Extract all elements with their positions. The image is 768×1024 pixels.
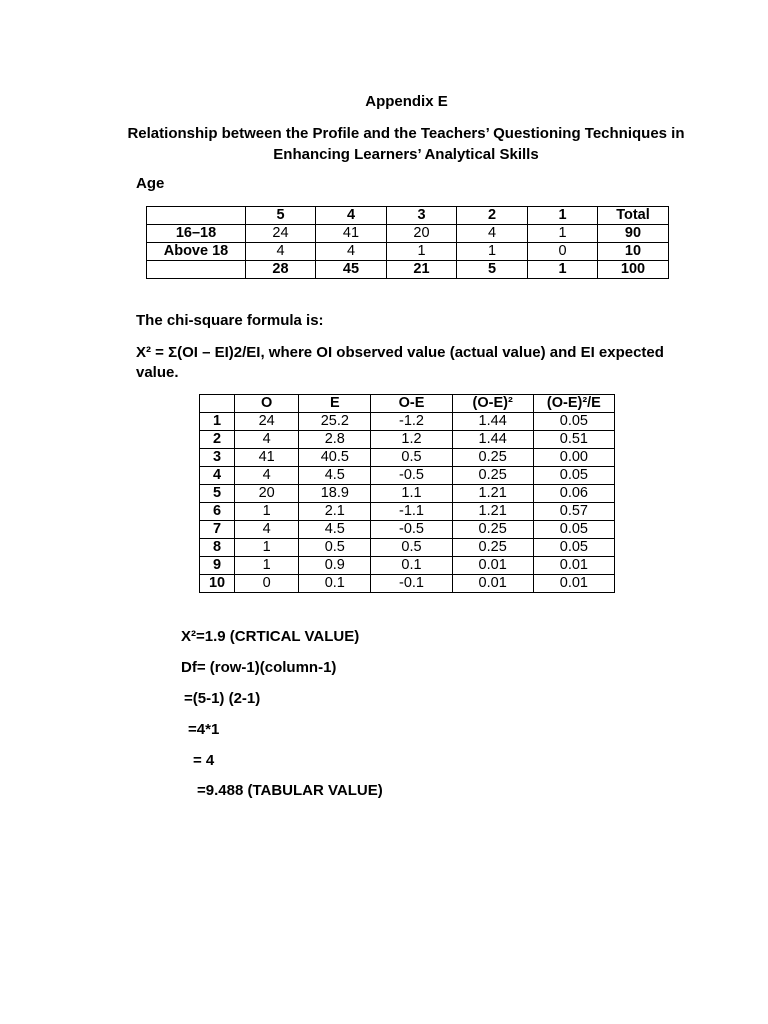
age-table-header-cell: 3 <box>387 207 457 225</box>
chi-table-row <box>200 575 615 593</box>
chi-table-row-number: 2 <box>200 431 235 449</box>
chi-table-cell: 25.2 <box>299 413 371 431</box>
age-table-row-total: 90 <box>598 225 669 243</box>
chi-table-cell: 0.5 <box>371 539 452 557</box>
chi-table-row-number: 1 <box>200 413 235 431</box>
age-table-header-cell: 2 <box>457 207 528 225</box>
chi-table-row <box>200 485 615 503</box>
chi-table-cell: 0 <box>235 575 299 593</box>
age-table-cell: 20 <box>387 225 457 243</box>
chi-table-row <box>200 467 615 485</box>
chi-table-cell: 0.05 <box>533 467 614 485</box>
chi-table-row-number: 3 <box>200 449 235 467</box>
chi-table-cell: -1.2 <box>371 413 452 431</box>
degrees-of-freedom-step: =4*1 <box>188 721 220 738</box>
age-table-cell: 1 <box>528 225 598 243</box>
chi-square-table <box>199 394 615 593</box>
chi-table-cell: 4.5 <box>299 467 371 485</box>
chi-table-cell: 0.5 <box>299 539 371 557</box>
chi-table-row <box>200 503 615 521</box>
chi-table-cell: 1.44 <box>452 431 533 449</box>
age-table-header-cell <box>147 207 246 225</box>
chi-table-cell: 2.8 <box>299 431 371 449</box>
chi-table-row-number: 9 <box>200 557 235 575</box>
chi-table-row-number: 7 <box>200 521 235 539</box>
chi-square-formula-label: The chi-square formula is: <box>136 312 324 329</box>
age-group-label: Above 18 <box>147 243 246 261</box>
document-title: Relationship between the Profile and the Teachers’ Questioning Techniques in Enhancing Learners’ Analytical Skills <box>127 125 685 163</box>
chi-table-cell: 4 <box>235 521 299 539</box>
age-table-cell <box>147 261 246 279</box>
age-table-totals-row <box>147 261 669 279</box>
chi-table-cell: 0.9 <box>299 557 371 575</box>
age-section-label: Age <box>136 175 165 192</box>
chi-table-cell: 0.00 <box>533 449 614 467</box>
chi-table-row <box>200 449 615 467</box>
chi-table-cell: 0.51 <box>533 431 614 449</box>
age-table-column-total: 45 <box>316 261 387 279</box>
degrees-of-freedom-result: = 4 <box>193 752 215 769</box>
chi-table-cell: 0.06 <box>533 485 614 503</box>
chi-table-cell: 0.57 <box>533 503 614 521</box>
age-table-cell: 41 <box>316 225 387 243</box>
chi-table-row-number: 6 <box>200 503 235 521</box>
appendix-title: Appendix E <box>365 93 448 110</box>
age-table-header-cell: 4 <box>316 207 387 225</box>
chi-table-cell: 1.44 <box>452 413 533 431</box>
chi-square-computed-value: X²=1.9 (CRTICAL VALUE) <box>181 628 360 645</box>
chi-table-cell: 0.01 <box>533 575 614 593</box>
tabular-value: =9.488 (TABULAR VALUE) <box>197 782 383 799</box>
chi-table-header-row <box>200 395 615 413</box>
age-table-column-total: 5 <box>457 261 528 279</box>
chi-table-cell: 18.9 <box>299 485 371 503</box>
chi-table-cell: 0.25 <box>452 521 533 539</box>
chi-table-cell: -0.5 <box>371 521 452 539</box>
chi-table-cell: 20 <box>235 485 299 503</box>
chi-table-cell: 41 <box>235 449 299 467</box>
chi-table-row <box>200 539 615 557</box>
age-table-cell: 1 <box>457 243 528 261</box>
age-table-cell: 4 <box>316 243 387 261</box>
age-table-cell: 24 <box>246 225 316 243</box>
age-table-row-total: 10 <box>598 243 669 261</box>
chi-table-cell: 4 <box>235 467 299 485</box>
age-table-column-total: 21 <box>387 261 457 279</box>
chi-table-cell: 0.1 <box>299 575 371 593</box>
degrees-of-freedom-formula: Df= (row-1)(column-1) <box>181 659 337 676</box>
age-table-header-cell: 1 <box>528 207 598 225</box>
chi-table-cell: 1.21 <box>452 485 533 503</box>
chi-table-cell: 1 <box>235 539 299 557</box>
chi-table-row-number: 4 <box>200 467 235 485</box>
age-table-grand-total: 100 <box>598 261 669 279</box>
age-table-column-total: 1 <box>528 261 598 279</box>
chi-table-row-number: 10 <box>200 575 235 593</box>
chi-table-cell: 0.05 <box>533 539 614 557</box>
chi-table-cell: 0.01 <box>452 557 533 575</box>
chi-table-header-cell: (O-E)²/E <box>533 395 614 413</box>
chi-table-row <box>200 557 615 575</box>
chi-table-cell: 1.2 <box>371 431 452 449</box>
age-table-cell: 4 <box>457 225 528 243</box>
age-table-cell: 4 <box>246 243 316 261</box>
chi-table-cell: 1.21 <box>452 503 533 521</box>
chi-table-header-cell: O-E <box>371 395 452 413</box>
chi-table-cell: 1 <box>235 557 299 575</box>
age-table-row <box>147 243 669 261</box>
age-table-cell: 1 <box>387 243 457 261</box>
chi-table-cell: 0.01 <box>452 575 533 593</box>
chi-table-cell: 0.25 <box>452 449 533 467</box>
chi-table-cell: 0.25 <box>452 467 533 485</box>
chi-table-row <box>200 431 615 449</box>
chi-table-cell: 0.5 <box>371 449 452 467</box>
age-table-column-total: 28 <box>246 261 316 279</box>
chi-table-cell: 2.1 <box>299 503 371 521</box>
chi-table-cell: 1 <box>235 503 299 521</box>
chi-table-cell: 1.1 <box>371 485 452 503</box>
age-table <box>146 206 669 279</box>
chi-table-cell: 0.05 <box>533 521 614 539</box>
chi-table-row-number: 5 <box>200 485 235 503</box>
degrees-of-freedom-step: =(5-1) (2-1) <box>184 690 261 707</box>
chi-table-cell: 24 <box>235 413 299 431</box>
chi-table-cell: 40.5 <box>299 449 371 467</box>
age-table-header-cell: 5 <box>246 207 316 225</box>
chi-table-cell: 4 <box>235 431 299 449</box>
chi-table-header-cell <box>200 395 235 413</box>
chi-table-cell: -0.1 <box>371 575 452 593</box>
chi-table-cell: -0.5 <box>371 467 452 485</box>
chi-table-header-cell: O <box>235 395 299 413</box>
age-table-cell: 0 <box>528 243 598 261</box>
chi-table-row <box>200 521 615 539</box>
age-table-header-cell: Total <box>598 207 669 225</box>
age-table-header-row <box>147 207 669 225</box>
chi-table-header-cell: E <box>299 395 371 413</box>
chi-table-row <box>200 413 615 431</box>
chi-square-formula: X² = Σ(OI – EI)2/EI, where OI observed value (actual value) and EI expected value. <box>136 344 664 381</box>
chi-table-row-number: 8 <box>200 539 235 557</box>
chi-table-cell: 4.5 <box>299 521 371 539</box>
age-table-row <box>147 225 669 243</box>
chi-table-cell: 0.25 <box>452 539 533 557</box>
chi-table-cell: 0.1 <box>371 557 452 575</box>
age-group-label: 16–18 <box>147 225 246 243</box>
chi-table-cell: -1.1 <box>371 503 452 521</box>
chi-table-cell: 0.05 <box>533 413 614 431</box>
chi-table-cell: 0.01 <box>533 557 614 575</box>
chi-table-header-cell: (O-E)² <box>452 395 533 413</box>
